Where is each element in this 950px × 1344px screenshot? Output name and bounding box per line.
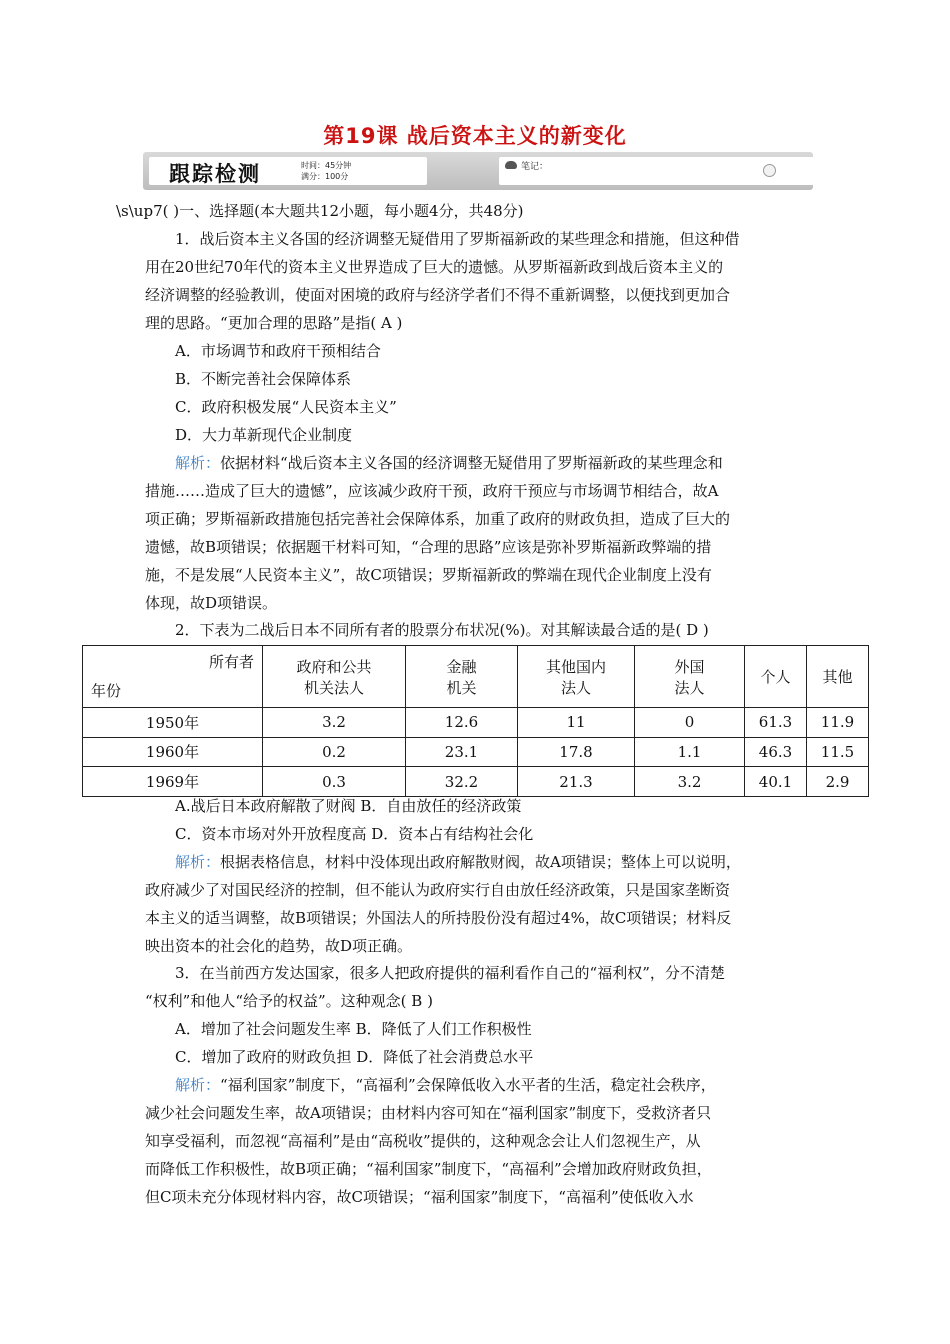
q3-analysis-line: 减少社会问题发生率，故A项错误；由材料内容可知在“福利国家”制度下，受救济者只	[145, 1104, 712, 1122]
cloud-icon	[505, 161, 517, 169]
q3-analysis-text: “福利国家”制度下，“高福利”会保障低收入水平者的生活，稳定社会秩序，	[220, 1076, 716, 1094]
banner-meta	[301, 160, 351, 182]
q2-analysis	[175, 852, 741, 872]
corner-owner-label: 所有者	[208, 652, 254, 671]
q1-analysis-line: 措施……造成了巨大的遗憾”，应该减少政府干预，政府干预应与市场调节相结合，故A	[145, 482, 719, 500]
notes-label: 笔记：	[521, 162, 549, 172]
table-cell: 23.1	[406, 737, 518, 767]
header-cell: 外国 法人	[635, 646, 745, 708]
table-corner-cell	[83, 646, 263, 708]
q3-analysis-line: 知享受福利，而忽视“高福利”是由“高税收”提供的，这种观念会让人们忽视生产，从	[145, 1132, 701, 1150]
table-cell: 0.3	[263, 767, 406, 797]
q1-analysis	[175, 453, 723, 473]
q3-options-cd: C．增加了政府的财政负担 D．降低了社会消费总水平	[175, 1048, 534, 1066]
q3-stem-line: “权利”和他人“给予的权益”。这种观念( B )	[145, 992, 433, 1010]
banner-heading: 跟踪检测	[169, 162, 261, 186]
table-cell: 3.2	[635, 767, 745, 797]
q1-stem-line: 1．战后资本主义各国的经济调整无疑借用了罗斯福新政的某些理念和措施，但这种借	[175, 230, 740, 248]
q2-analysis-line: 本主义的适当调整，故B项错误；外国法人的所持股份没有超过4%，故C项错误；材料反	[145, 909, 732, 927]
table-cell: 61.3	[745, 708, 807, 738]
q2-analysis-text: 根据表格信息，材料中没体现出政府解散财阀，故A项错误；整体上可以说明，	[220, 853, 741, 871]
q3-analysis	[175, 1075, 716, 1095]
table-cell: 21.3	[518, 767, 635, 797]
table-cell: 3.2	[263, 708, 406, 738]
table-row	[83, 767, 869, 797]
q3-analysis-line: 但C项未充分体现材料内容，故C项错误；“福利国家”制度下，“高福利”使低收入水	[145, 1188, 694, 1206]
table-cell: 2.9	[807, 767, 869, 797]
table-cell: 0.2	[263, 737, 406, 767]
table-row	[83, 737, 869, 767]
banner-heading-panel	[149, 157, 427, 185]
stock-distribution-table	[82, 645, 869, 797]
header-cell: 金融 机关	[406, 646, 518, 708]
table-cell: 40.1	[745, 767, 807, 797]
table-header-row	[83, 646, 869, 708]
q1-option-a: A．市场调节和政府干预相结合	[175, 342, 381, 360]
analysis-label: 解析：	[175, 853, 221, 871]
notes-panel	[499, 157, 899, 185]
header-cell: 政府和公共 机关法人	[263, 646, 406, 708]
q1-stem-line: 用在20世纪70年代的资本主义世界造成了巨大的遗憾。从罗斯福新政到战后资本主义的	[145, 258, 724, 276]
year-cell: 1950年	[83, 708, 263, 738]
table-cell: 12.6	[406, 708, 518, 738]
q1-option-c: C．政府积极发展“人民资本主义”	[175, 398, 397, 416]
q1-analysis-line: 体现，故D项错误。	[145, 594, 278, 612]
full-score: 满分：100分	[301, 172, 349, 181]
q2-analysis-line: 映出资本的社会化的趋势，故D项正确。	[145, 937, 413, 955]
analysis-label: 解析：	[175, 1076, 221, 1094]
table-cell: 46.3	[745, 737, 807, 767]
page-title: 第19课 战后资本主义的新变化	[323, 124, 627, 148]
tracking-test-banner	[143, 152, 813, 190]
q2-stem: 2．下表为二战后日本不同所有者的股票分布状况(%)。对其解读最合适的是( D )	[175, 621, 709, 639]
q3-stem-line: 3．在当前西方发达国家，很多人把政府提供的福利看作自己的“福利权”，分不清楚	[175, 964, 725, 982]
q3-analysis-line: 而降低工作积极性，故B项正确；“福利国家”制度下，“高福利”会增加政府财政负担，	[145, 1160, 712, 1178]
table-cell: 11.9	[807, 708, 869, 738]
corner-year-label: 年份	[91, 681, 122, 700]
pin-icon	[763, 164, 776, 177]
section-header: \s\up7( )一、选择题(本大题共12小题，每小题4分，共48分)	[116, 202, 524, 220]
header-cell: 个人	[745, 646, 807, 708]
time-limit: 时间：45分钟	[301, 161, 352, 170]
year-cell: 1969年	[83, 767, 263, 797]
table-cell: 0	[635, 708, 745, 738]
table-row	[83, 708, 869, 738]
table-cell: 17.8	[518, 737, 635, 767]
q1-analysis-line: 项正确；罗斯福新政措施包括完善社会保障体系，加重了政府的财政负担，造成了巨大的	[145, 510, 731, 528]
header-cell: 其他	[807, 646, 869, 708]
q1-option-d: D．大力革新现代企业制度	[175, 426, 353, 444]
q1-option-b: B．不断完善社会保障体系	[175, 370, 352, 388]
q1-stem-line: 理的思路。“更加合理的思路”是指( A )	[145, 314, 403, 332]
q2-analysis-line: 政府减少了对国民经济的控制，但不能认为政府实行自由放任经济政策，只是国家垄断资	[145, 881, 731, 899]
table-cell: 32.2	[406, 767, 518, 797]
header-cell: 其他国内 法人	[518, 646, 635, 708]
q1-analysis-line: 施，不是发展“人民资本主义”，故C项错误；罗斯福新政的弊端在现代企业制度上没有	[145, 566, 712, 584]
year-cell: 1960年	[83, 737, 263, 767]
table-cell: 11	[518, 708, 635, 738]
q2-options-cd: C．资本市场对外开放程度高 D．资本占有结构社会化	[175, 825, 534, 843]
q1-analysis-text: 依据材料“战后资本主义各国的经济调整无疑借用了罗斯福新政的某些理念和	[220, 454, 723, 472]
table-cell: 1.1	[635, 737, 745, 767]
q2-options-ab: A.战后日本政府解散了财阀 B．自由放任的经济政策	[175, 797, 522, 815]
q1-stem-line: 经济调整的经验教训，使面对困境的政府与经济学者们不得不重新调整，以便找到更加合	[145, 286, 731, 304]
q1-analysis-line: 遗憾，故B项错误；依据题干材料可知，“合理的思路”应该是弥补罗斯福新政弊端的措	[145, 538, 712, 556]
analysis-label: 解析：	[175, 454, 221, 472]
table-cell: 11.5	[807, 737, 869, 767]
q3-options-ab: A．增加了社会问题发生率 B．降低了人们工作积极性	[175, 1020, 532, 1038]
